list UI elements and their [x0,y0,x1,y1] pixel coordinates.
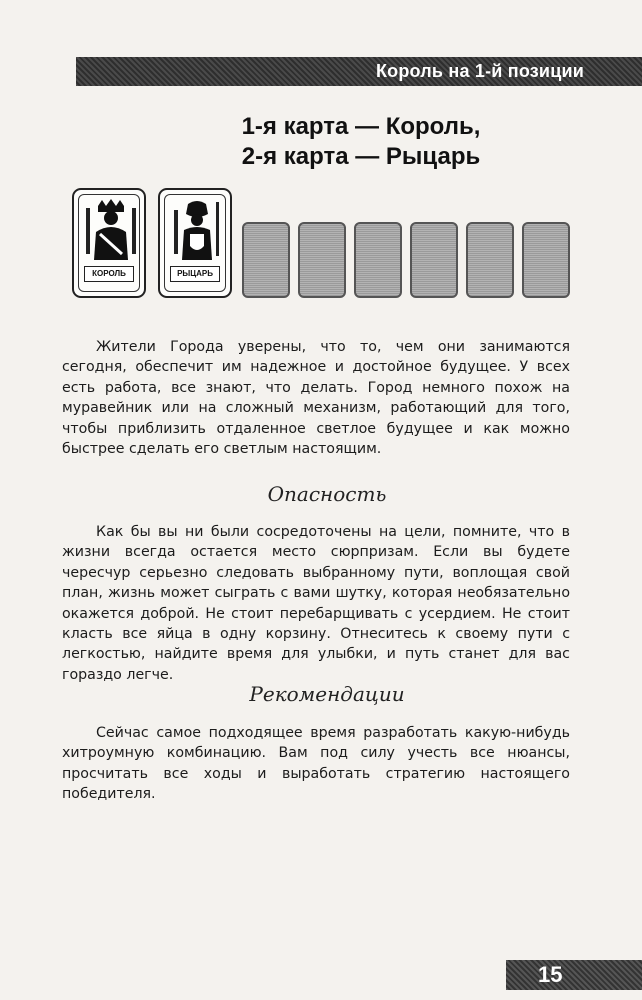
empty-card-slot [522,222,570,298]
knight-figure-icon [166,198,228,268]
title-line-2: 2-я карта — Рыцарь [241,143,481,170]
page-number-bar [506,960,642,990]
king-card-label: КОРОЛЬ [84,266,134,282]
empty-card-slot [298,222,346,298]
title-line-1: 1-я карта — Король, [241,113,481,140]
danger-heading: Опасность [267,482,387,506]
page-title [0,112,642,172]
empty-card-slot [410,222,458,298]
empty-card-slot [242,222,290,298]
danger-paragraph: Как бы вы ни были сосредоточены на цели, помните, что в жизни всегда остается место сюрпризам. Если вы будете чересчур серьезно следовать выбранному пути, воплощая свой план, жизнь может сыграть с вами шутку, которая необязательно окажется доброй. Не стоит перебарщивать с усердием. Не стоит класть все яйца в одну корзину. Отнеситесь к своему пути с легкостью, найдите время для улыбки, и путь станет для вас гораздо легче. [62,524,570,683]
running-header: Король на 1-й позиции [375,61,584,81]
card-spread [72,188,572,300]
recommendations-heading: Рекомендации [249,682,405,706]
page-number: 15 [538,962,563,987]
king-figure-icon [80,198,142,268]
empty-card-slot [354,222,402,298]
header-bar [76,57,642,86]
knight-card-label: РЫЦАРЬ [170,266,220,282]
intro-paragraph: Жители Города уверены, что то, чем они занимаются сегодня, обеспечит им надежное и достойное будущее. У всех есть работа, все знают, что делать. Город немного похож на муравейник или на сложный механизм, работающий для того, чтобы приблизить отдаленное светлое будущее и как можно быстрее сделать его светлым настоящим. [62,339,570,458]
king-card [72,188,146,298]
empty-card-slot [466,222,514,298]
knight-card [158,188,232,298]
recommendations-paragraph: Сейчас самое подходящее время разработать какую-нибудь хитроумную комбинацию. Вам под силу учесть все нюансы, просчитать все ходы и выработать стратегию настоящего победителя. [62,725,570,803]
